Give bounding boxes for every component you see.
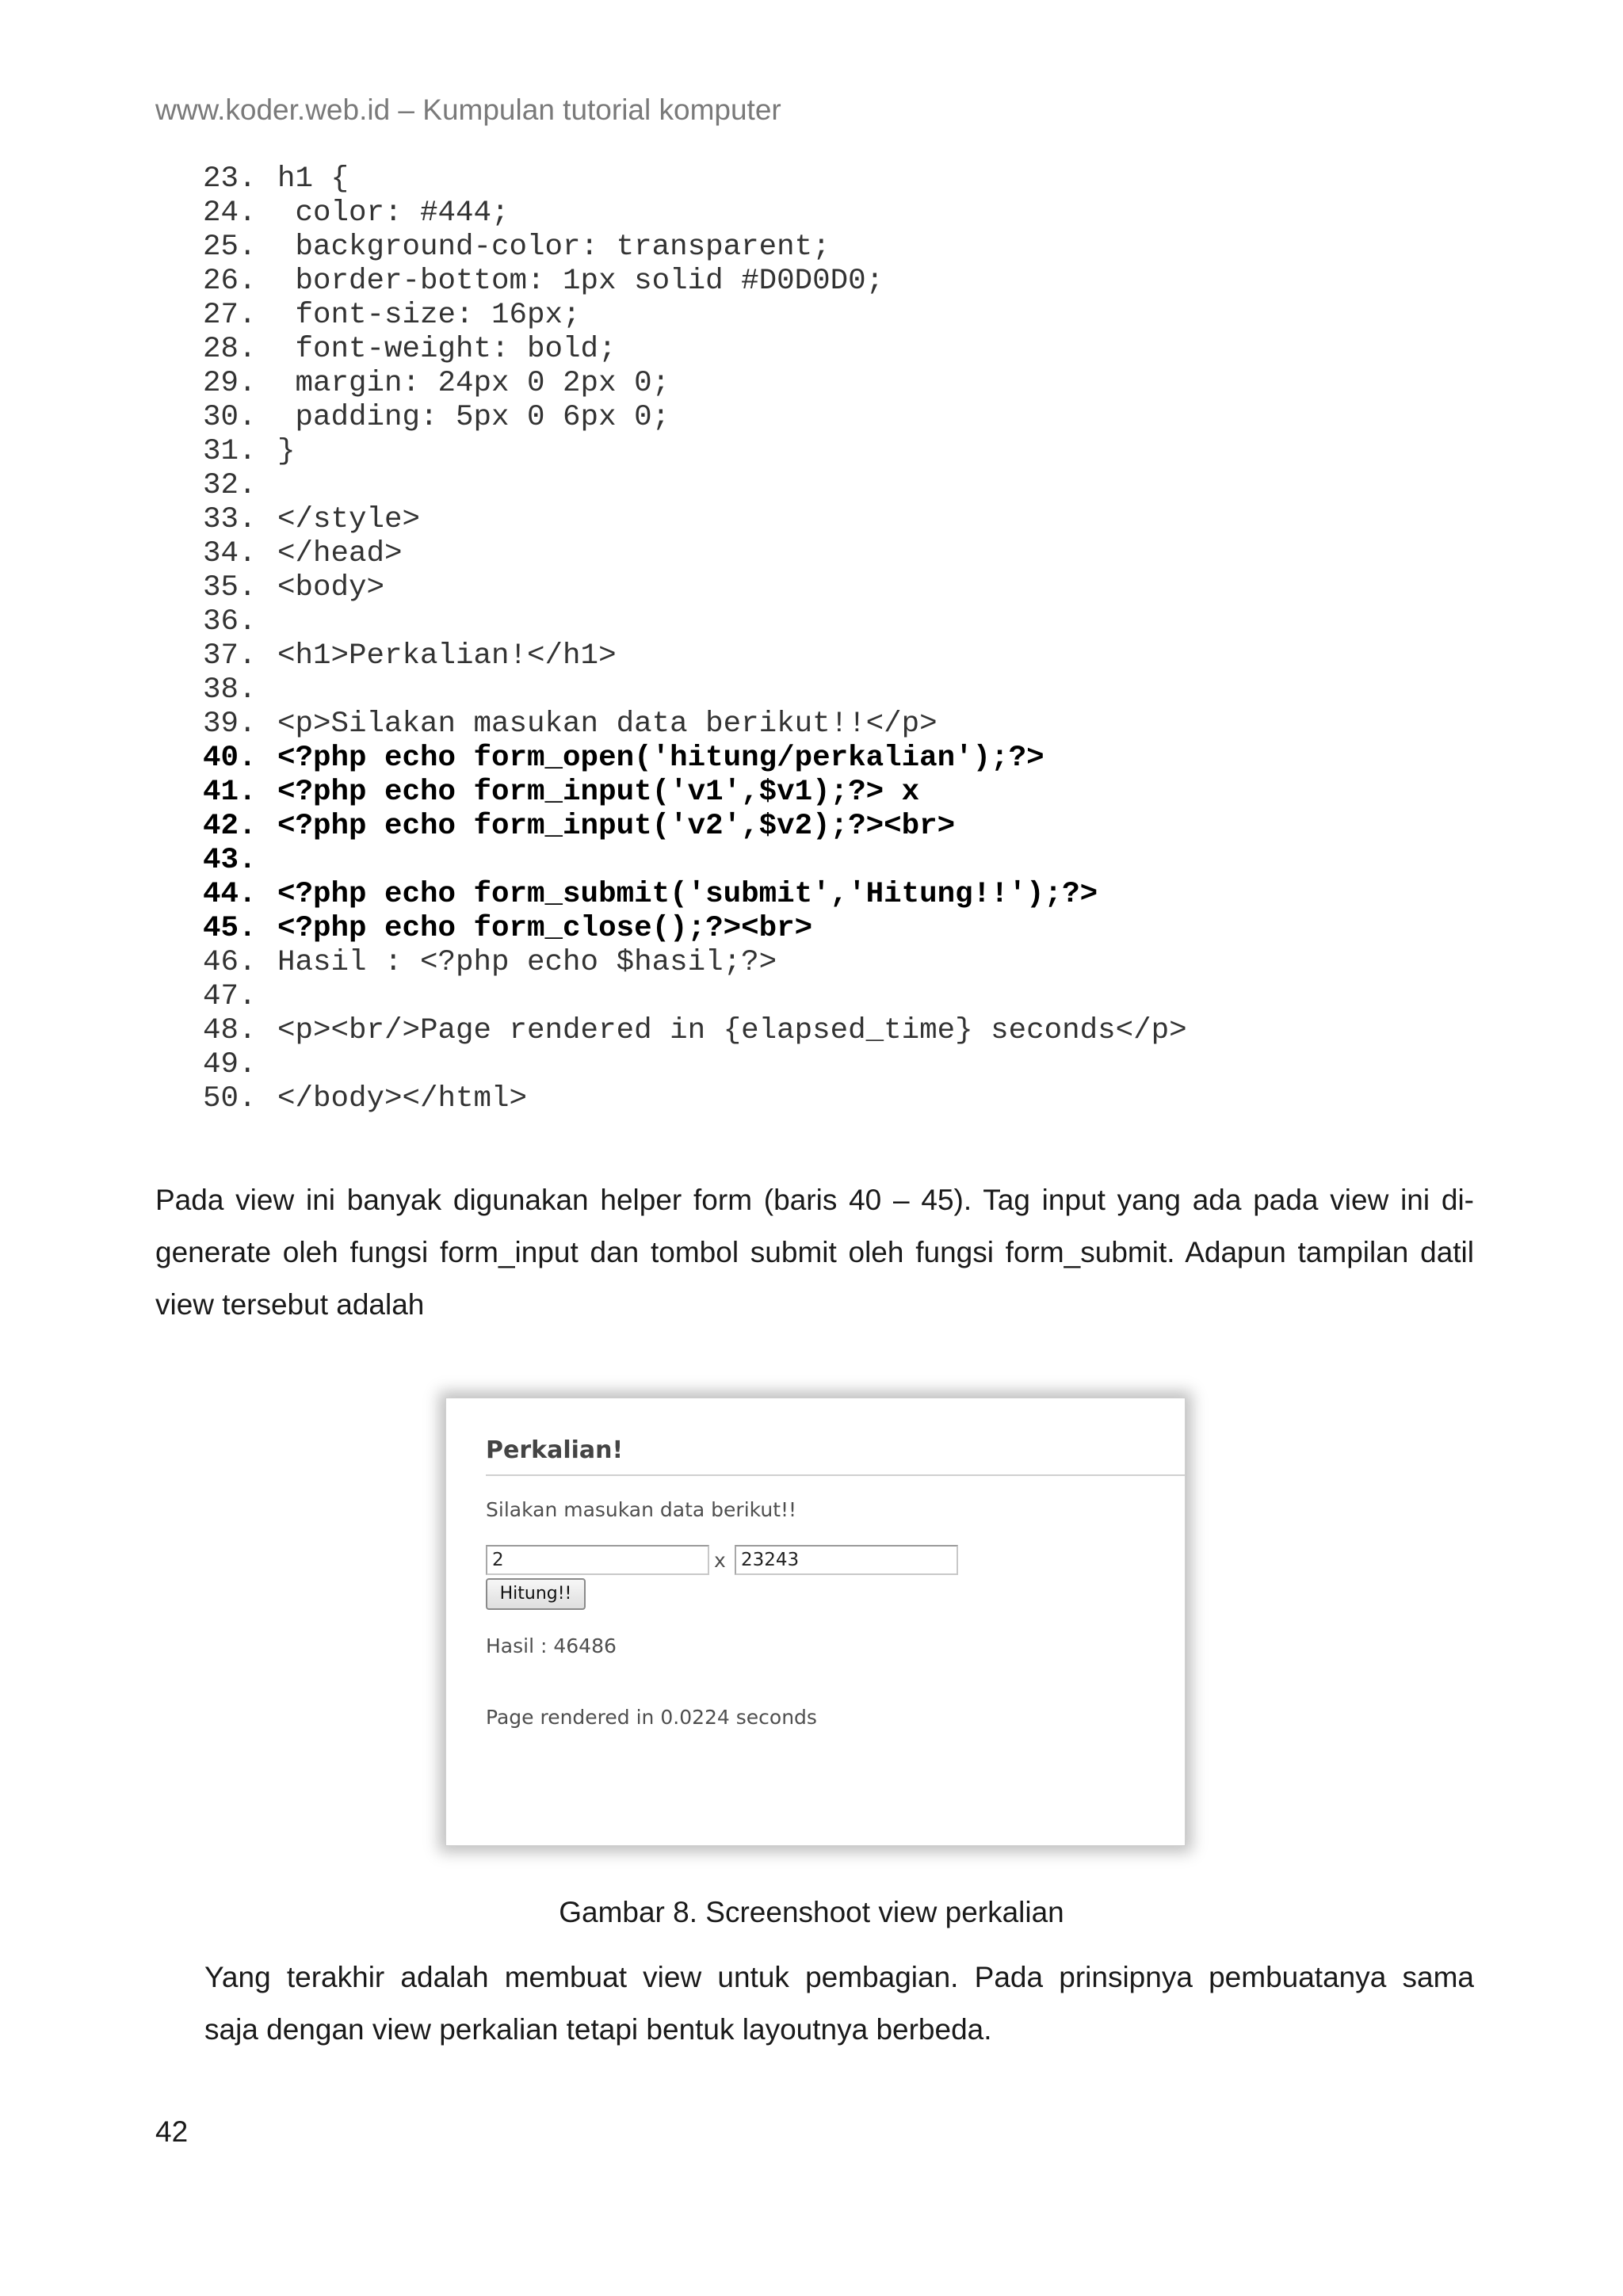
code-text: </head> (277, 537, 403, 570)
code-line (203, 844, 1187, 878)
line-number: 45. (203, 912, 257, 945)
render-time-text: Page rendered in 0.0224 seconds (486, 1706, 817, 1729)
line-number: 24. (203, 196, 257, 230)
code-text: <p>Silakan masukan data berikut!!</p> (277, 707, 938, 741)
result-text: Hasil : 46486 (486, 1634, 617, 1657)
line-number: 28. (203, 333, 257, 366)
code-line (203, 265, 1187, 299)
line-number: 26. (203, 265, 257, 298)
line-number: 38. (203, 673, 257, 707)
code-line (203, 776, 1187, 810)
screenshot-figure (445, 1398, 1186, 1846)
code-line (203, 333, 1187, 367)
code-line (203, 162, 1187, 196)
code-line (203, 1082, 1187, 1116)
code-line (203, 742, 1187, 776)
line-number: 49. (203, 1048, 257, 1081)
code-line (203, 980, 1187, 1014)
code-line (203, 878, 1187, 912)
figure-intro-text: Silakan masukan data berikut!! (486, 1498, 797, 1521)
body-paragraph-2 (204, 1951, 1474, 2056)
code-text: font-size: 16px; (277, 299, 581, 332)
paragraph-line: saja dengan view perkalian tetapi bentuk layoutnya berbeda. (204, 2013, 992, 2046)
times-sign: x (714, 1549, 726, 1572)
page-header: www.koder.web.id – Kumpulan tutorial komputer (155, 93, 781, 126)
code-text: <?php echo form_close();?><br> (277, 912, 813, 945)
code-text: margin: 24px 0 2px 0; (277, 367, 670, 400)
v2-input[interactable]: 23243 (735, 1545, 958, 1575)
code-text: <body> (277, 571, 385, 605)
paragraph-line: Yang terakhir adalah membuat view untuk pembagian. Pada prinsipnya pembuatanya sama (204, 1961, 1474, 1993)
code-line (203, 231, 1187, 265)
code-text: <?php echo form_open('hitung/perkalian');?> (277, 742, 1044, 775)
line-number: 43. (203, 844, 257, 877)
line-number: 30. (203, 401, 257, 434)
code-text: </body></html> (277, 1082, 528, 1116)
code-text: h1 { (277, 162, 349, 196)
code-line (203, 639, 1187, 673)
code-text: } (277, 435, 296, 468)
page-number: 42 (155, 2115, 189, 2148)
code-text: background-color: transparent; (277, 231, 831, 264)
line-number: 35. (203, 571, 257, 605)
line-number: 27. (203, 299, 257, 332)
code-line (203, 469, 1187, 503)
code-text: <h1>Perkalian!</h1> (277, 639, 617, 673)
code-text: <?php echo form_input('v1',$v1);?> x (277, 776, 920, 809)
code-line (203, 435, 1187, 469)
code-line (203, 1014, 1187, 1048)
code-line (203, 707, 1187, 742)
hitung-button[interactable]: Hitung!! (486, 1578, 586, 1610)
code-text: <?php echo form_submit('submit','Hitung!!');?> (277, 878, 1098, 911)
code-line (203, 810, 1187, 844)
line-number: 32. (203, 469, 257, 502)
code-text: Hasil : <?php echo $hasil;?> (277, 946, 777, 979)
code-line (203, 605, 1187, 639)
paragraph-line: generate oleh fungsi form_input dan tombol submit oleh fungsi form_submit. Adapun tampilan datil (155, 1236, 1474, 1268)
paragraph-line: view tersebut adalah (155, 1288, 425, 1321)
code-text: <?php echo form_input('v2',$v2);?><br> (277, 810, 956, 843)
paragraph-line: Pada view ini banyak digunakan helper form (baris 40 – 45). Tag input yang ada pada view ini di- (155, 1184, 1474, 1216)
line-number: 31. (203, 435, 257, 468)
code-line (203, 196, 1187, 231)
line-number: 44. (203, 878, 257, 911)
line-number: 25. (203, 231, 257, 264)
line-number: 41. (203, 776, 257, 809)
line-number: 37. (203, 639, 257, 673)
line-number: 40. (203, 742, 257, 775)
figure-heading: Perkalian! (486, 1436, 624, 1464)
code-line (203, 1048, 1187, 1082)
code-text: <p><br/>Page rendered in {elapsed_time} seconds</p> (277, 1014, 1187, 1047)
code-line (203, 503, 1187, 537)
code-line (203, 571, 1187, 605)
heading-divider (486, 1474, 1185, 1476)
line-number: 36. (203, 605, 257, 639)
code-text: font-weight: bold; (277, 333, 617, 366)
line-number: 48. (203, 1014, 257, 1047)
code-text: border-bottom: 1px solid #D0D0D0; (277, 265, 884, 298)
line-number: 47. (203, 980, 257, 1013)
line-number: 33. (203, 503, 257, 536)
code-line (203, 367, 1187, 401)
code-line (203, 299, 1187, 333)
figure-caption: Gambar 8. Screenshoot view perkalian (559, 1896, 1064, 1928)
line-number: 23. (203, 162, 257, 196)
line-number: 46. (203, 946, 257, 979)
line-number: 50. (203, 1082, 257, 1116)
code-line (203, 673, 1187, 707)
code-text: </style> (277, 503, 421, 536)
line-number: 39. (203, 707, 257, 741)
line-number: 29. (203, 367, 257, 400)
line-number: 34. (203, 537, 257, 570)
code-line (203, 912, 1187, 946)
code-line (203, 946, 1187, 980)
code-line (203, 537, 1187, 571)
v1-input[interactable]: 2 (486, 1545, 709, 1575)
code-listing (203, 162, 1187, 1116)
line-number: 42. (203, 810, 257, 843)
code-text: padding: 5px 0 6px 0; (277, 401, 670, 434)
body-paragraph-1 (155, 1174, 1474, 1331)
code-line (203, 401, 1187, 435)
code-text: color: #444; (277, 196, 510, 230)
